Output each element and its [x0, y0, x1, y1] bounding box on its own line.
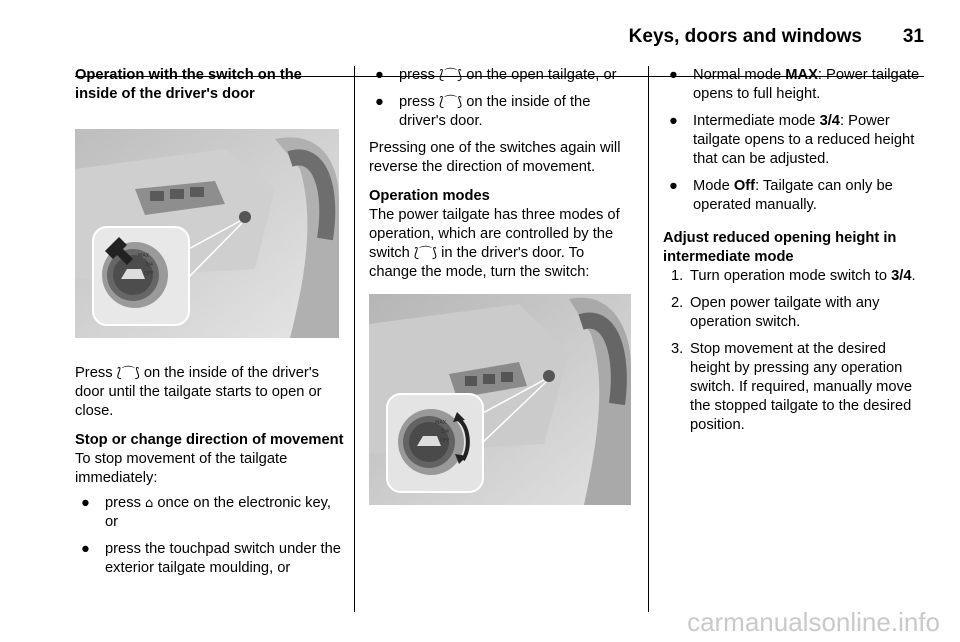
column-divider-1: [354, 66, 355, 612]
tailgate-icon: ⟅⌒⟆: [413, 246, 438, 261]
list-item: 2. Open power tailgate with any operation switch.: [671, 295, 880, 330]
knob-label-off: OFF: [144, 271, 154, 277]
knob-label-three-quarter: 3/4: [441, 429, 450, 435]
column-1: [75, 66, 347, 586]
column-divider-2: [648, 66, 649, 612]
figure-driver-door-switch: [75, 129, 339, 338]
list-item: ● press ⌂ once on the electronic key, or: [81, 495, 332, 530]
stop-bullet-list: [75, 494, 347, 578]
adjust-steps-list: [663, 267, 927, 435]
knob-label-max: MAX: [138, 253, 150, 259]
driver-door-illustration: [75, 129, 339, 338]
modes-text: The power tailgate has three modes of operation, which are controlled by the switch ⟅⌒⟆ in the driver's door. To change the mode, turn the switch:: [369, 207, 620, 280]
page-number: 31: [902, 26, 924, 47]
tailgate-icon: ⟅⌒⟆: [116, 366, 140, 381]
list-item: ● Normal mode MAX: Power tailgate opens to full height.: [669, 67, 920, 102]
key-tailgate-icon: ⌂: [145, 496, 154, 511]
page-header: [75, 26, 924, 50]
column-3: [663, 66, 927, 443]
tailgate-icon: ⟅⌒⟆: [439, 68, 463, 83]
watermark: carmanualsonline.info: [687, 607, 940, 637]
stop-bullet-list-continued: [369, 66, 633, 131]
heading-stop-change: Stop or change direction of movement: [75, 432, 344, 448]
list-item: ● press ⟅⌒⟆ on the inside of the driver's door.: [375, 94, 591, 129]
mode-switch-illustration: [369, 294, 631, 505]
knob-label-three-quarter: 3/4: [145, 262, 154, 268]
heading-operation-modes: Operation modes: [369, 188, 490, 204]
figure-mode-switch: [369, 294, 631, 505]
heading-driver-door-switch: Operation with the switch on the inside of the driver's door: [75, 67, 302, 102]
list-item: ● Intermediate mode 3/4: Power tailgate opens to a reduced height that can be adjusted.: [669, 113, 915, 167]
list-item: ● press the touchpad switch under the exterior tailgate moulding, or: [81, 541, 341, 576]
heading-adjust-height: Adjust reduced opening height in intermediate mode: [663, 230, 897, 265]
list-item: ● Mode Off: Tailgate can only be operated manually.: [669, 178, 893, 213]
tailgate-icon: ⟅⌒⟆: [439, 95, 463, 110]
section-title: Keys, doors and windows: [628, 26, 862, 47]
stop-intro: To stop movement of the tailgate immediately:: [75, 451, 288, 486]
list-item: ● press ⟅⌒⟆ on the open tailgate, or: [375, 67, 617, 83]
list-item: 1. Turn operation mode switch to 3/4.: [671, 268, 916, 284]
knob-label-max: MAX: [435, 420, 447, 426]
column-2: [369, 66, 633, 505]
reverse-text: Pressing one of the switches again will reverse the direction of movement.: [369, 140, 621, 175]
press-instruction: Press ⟅⌒⟆ on the inside of the driver's door until the tailgate starts to open or close.: [75, 365, 322, 419]
mode-bullet-list: [663, 66, 927, 215]
knob-label-off: OFF: [440, 438, 450, 444]
list-item: 3. Stop movement at the desired height by pressing any operation switch. If required, manually move the stopped tailgate to the desired position.: [671, 341, 913, 433]
